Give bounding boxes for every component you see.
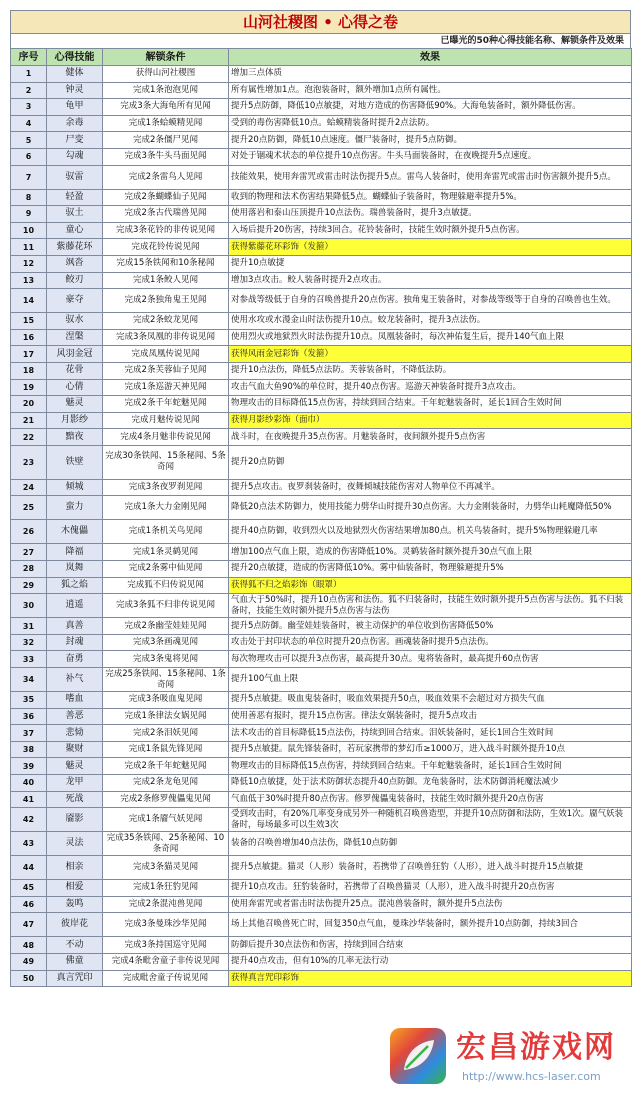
row-effect: 提升20点敏捷，造成的伤害降低10%。雾中仙装备时，物理躲避提升5% xyxy=(229,561,632,578)
row-skill-name: 不动 xyxy=(47,937,103,954)
row-skill-name: 童心 xyxy=(47,222,103,239)
row-number: 42 xyxy=(11,808,47,832)
row-unlock-condition: 完成花铃传说见闻 xyxy=(103,239,229,256)
row-skill-name: 心倩 xyxy=(47,379,103,396)
row-skill-name: 靥影 xyxy=(47,808,103,832)
row-number: 35 xyxy=(11,692,47,709)
row-number: 46 xyxy=(11,896,47,913)
row-effect: 技能效果，使用奔雷咒或雷击时法伤提升5点。雷鸟人装备时，使用奔雷咒或雷击时伤害额外提升5点。 xyxy=(229,165,632,189)
row-effect: 对参战等级低于自身的召唤兽提升20点伤害。独角鬼王装备时，对参战等级等于自身的召唤兽也生效。 xyxy=(229,289,632,313)
row-number: 25 xyxy=(11,496,47,520)
table-row xyxy=(11,222,632,239)
row-unlock-condition: 完成3条狐不归非传说见闻 xyxy=(103,594,229,618)
row-unlock-condition: 完成2条古代瑞兽见闻 xyxy=(103,206,229,223)
row-unlock-condition: 完成2条僵尸见闻 xyxy=(103,132,229,149)
row-number: 22 xyxy=(11,429,47,446)
row-effect: 所有属性增加1点。泡泡装备时，额外增加1点所有属性。 xyxy=(229,82,632,99)
row-number: 26 xyxy=(11,520,47,544)
table-row xyxy=(11,618,632,635)
row-unlock-condition: 完成凤凰传说见闻 xyxy=(103,346,229,363)
row-effect: 提升10点敏捷 xyxy=(229,255,632,272)
row-number: 33 xyxy=(11,651,47,668)
table-row xyxy=(11,775,632,792)
row-unlock-condition: 完成25条铁闻、15条秘闻、1条奇闻 xyxy=(103,668,229,692)
table-row xyxy=(11,953,632,970)
row-effect: 使用水攻或水漫金山时法伤提升10点。蛟龙装备时，提升3点法伤。 xyxy=(229,313,632,330)
row-unlock-condition: 完成3条鬼将见闻 xyxy=(103,651,229,668)
row-number: 30 xyxy=(11,594,47,618)
row-skill-name: 死战 xyxy=(47,791,103,808)
row-effect: 使用烈火或地狱烈火时法伤提升10点。凤凰装备时，每次神佑复生后，提升140气血上限 xyxy=(229,329,632,346)
table-row xyxy=(11,239,632,256)
row-skill-name: 涅槃 xyxy=(47,329,103,346)
row-effect: 防御后提升30点法伤和伤害，持续到回合结束 xyxy=(229,937,632,954)
table-row xyxy=(11,115,632,132)
row-number: 50 xyxy=(11,970,47,987)
row-skill-name: 驭水 xyxy=(47,313,103,330)
table-row xyxy=(11,896,632,913)
row-skill-name: 黯夜 xyxy=(47,429,103,446)
row-effect: 受到攻击时，有20%几率变身成另外一种随机召唤兽造型，并提升10点防御和法防，生效1次。靥气妖装备时，每场最多可以生效3次 xyxy=(229,808,632,832)
row-skill-name: 豪夺 xyxy=(47,289,103,313)
row-number: 39 xyxy=(11,758,47,775)
row-unlock-condition: 完成2条混沌兽见闻 xyxy=(103,896,229,913)
row-effect: 降低10点敏捷，处于法术防御状态提升40点防御。龙龟装备时，法术防御消耗魔法减少 xyxy=(229,775,632,792)
row-unlock-condition: 完成1条蛤蟆精见闻 xyxy=(103,115,229,132)
table-row xyxy=(11,479,632,496)
row-unlock-condition: 完成2条芙蓉仙子见闻 xyxy=(103,362,229,379)
row-effect: 气血大于50%时，提升10点伤害和法伤。狐不归装备时，技能生效时额外提升5点伤害与法伤。狐不归装备时，技能生效时额外提升5点伤害与法伤 xyxy=(229,594,632,618)
table-row xyxy=(11,970,632,987)
row-unlock-condition: 完成35条铁闻、25条秘闻、10条奇闻 xyxy=(103,832,229,856)
row-skill-name: 相亲 xyxy=(47,856,103,880)
row-number: 40 xyxy=(11,775,47,792)
skills-table xyxy=(10,48,632,987)
row-skill-name: 岚舞 xyxy=(47,561,103,578)
row-unlock-condition: 完成30条铁闻、15条秘闻、5条奇闻 xyxy=(103,445,229,479)
row-number: 43 xyxy=(11,832,47,856)
table-row xyxy=(11,520,632,544)
row-skill-name: 轻盈 xyxy=(47,189,103,206)
row-skill-name: 轰鸣 xyxy=(47,896,103,913)
row-effect: 提升5点敏捷。吸血鬼装备时，吸血效果提升50点，吸血效果不会超过对方损失气血 xyxy=(229,692,632,709)
row-number: 18 xyxy=(11,362,47,379)
row-unlock-condition: 完成2条雷鸟人见闻 xyxy=(103,165,229,189)
row-unlock-condition: 完成3条吸血鬼见闻 xyxy=(103,692,229,709)
table-row xyxy=(11,880,632,897)
row-unlock-condition: 完成2条蛟龙见闻 xyxy=(103,313,229,330)
row-effect: 物理攻击的目标降低15点伤害，持续到回合结束。千年蛇魅装备时，延长1回合生效时间 xyxy=(229,758,632,775)
row-unlock-condition: 完成2条蝴蝶仙子见闻 xyxy=(103,189,229,206)
row-number: 13 xyxy=(11,272,47,289)
row-number: 27 xyxy=(11,544,47,561)
row-unlock-condition: 获得山河社稷图 xyxy=(103,66,229,83)
row-unlock-condition: 完成1条巡游天神见闻 xyxy=(103,379,229,396)
table-row xyxy=(11,429,632,446)
row-skill-name: 木傀儡 xyxy=(47,520,103,544)
row-number: 7 xyxy=(11,165,47,189)
row-number: 37 xyxy=(11,725,47,742)
row-effect: 场上其他召唤兽死亡时，回复350点气血，曼珠沙华装备时，额外提升10点防御，持续3回合 xyxy=(229,913,632,937)
row-effect: 提升20点防御，降低10点速度。僵尸装备时，提升5点防御。 xyxy=(229,132,632,149)
row-unlock-condition: 完成3条猫灵见闻 xyxy=(103,856,229,880)
row-effect: 提升100气血上限 xyxy=(229,668,632,692)
table-row xyxy=(11,412,632,429)
table-row xyxy=(11,189,632,206)
row-effect: 获得月影纱彩饰（面巾） xyxy=(229,412,632,429)
row-skill-name: 龟甲 xyxy=(47,99,103,116)
row-number: 11 xyxy=(11,239,47,256)
table-row xyxy=(11,99,632,116)
row-effect: 受到的毒伤害降低10点。蛤蟆精装备时提升2点法防。 xyxy=(229,115,632,132)
row-unlock-condition: 完成3条花铃的非传说见闻 xyxy=(103,222,229,239)
table-row xyxy=(11,594,632,618)
row-skill-name: 补气 xyxy=(47,668,103,692)
table-row xyxy=(11,741,632,758)
row-unlock-condition: 完成1条灵鹤见闻 xyxy=(103,544,229,561)
row-skill-name: 驭雷 xyxy=(47,165,103,189)
header-no: 序号 xyxy=(11,49,47,66)
row-number: 36 xyxy=(11,708,47,725)
row-unlock-condition: 完成1条律法女娲见闻 xyxy=(103,708,229,725)
leaf-logo-icon xyxy=(390,1028,446,1084)
row-effect: 每次物理攻击可以提升3点伤害，最高提升30点。鬼将装备时，最高提升60点伤害 xyxy=(229,651,632,668)
row-unlock-condition: 完成1条鲛人见闻 xyxy=(103,272,229,289)
row-unlock-condition: 完成3条曼珠沙华见闻 xyxy=(103,913,229,937)
table-row xyxy=(11,856,632,880)
table-row xyxy=(11,634,632,651)
row-unlock-condition: 完成1条大力金刚见闻 xyxy=(103,496,229,520)
watermark xyxy=(382,1020,641,1097)
row-unlock-condition: 完成4条月魅非传说见闻 xyxy=(103,429,229,446)
row-effect: 使用善恶有报时，提升15点伤害。律法女娲装备时，提升5点攻击 xyxy=(229,708,632,725)
watermark-url: http://www.hcs-laser.com xyxy=(462,1070,601,1083)
row-number: 9 xyxy=(11,206,47,223)
row-skill-name: 佛童 xyxy=(47,953,103,970)
row-number: 41 xyxy=(11,791,47,808)
row-unlock-condition: 完成3条凤凰的非传说见闻 xyxy=(103,329,229,346)
row-skill-name: 善恶 xyxy=(47,708,103,725)
row-number: 20 xyxy=(11,396,47,413)
table-header-row xyxy=(11,49,632,66)
table-row xyxy=(11,668,632,692)
row-skill-name: 驭土 xyxy=(47,206,103,223)
row-effect: 使用奔雷咒或者雷击时法伤提升25点。混沌兽装备时，额外提升5点法伤 xyxy=(229,896,632,913)
row-number: 8 xyxy=(11,189,47,206)
row-number: 16 xyxy=(11,329,47,346)
row-unlock-condition: 完成1条狂豹见闻 xyxy=(103,880,229,897)
row-effect: 提升5点攻击。夜罗刹装备时，夜舞倾城技能伤害对人物单位不再减半。 xyxy=(229,479,632,496)
header-skill: 心得技能 xyxy=(47,49,103,66)
table-row xyxy=(11,708,632,725)
row-skill-name: 倾城 xyxy=(47,479,103,496)
row-unlock-condition: 完成1条鼠先锋见闻 xyxy=(103,741,229,758)
row-unlock-condition: 完成狐不归传说见闻 xyxy=(103,577,229,594)
row-unlock-condition: 完成1条泡泡见闻 xyxy=(103,82,229,99)
row-number: 10 xyxy=(11,222,47,239)
row-effect: 物理攻击的目标降低15点伤害，持续到回合结束。千年蛇魅装备时，延长1回合生效时间 xyxy=(229,396,632,413)
table-row xyxy=(11,692,632,709)
row-number: 2 xyxy=(11,82,47,99)
table-row xyxy=(11,396,632,413)
row-unlock-condition: 完成3条牛头马面见闻 xyxy=(103,148,229,165)
row-unlock-condition: 完成2条泪妖见闻 xyxy=(103,725,229,742)
table-row xyxy=(11,132,632,149)
row-number: 17 xyxy=(11,346,47,363)
row-number: 19 xyxy=(11,379,47,396)
row-unlock-condition: 完成2条幽莹娃娃见闻 xyxy=(103,618,229,635)
row-effect: 降低20点法术防御力，使用技能力劈华山时提升30点伤害。大力金刚装备时，力劈华山耗魔降低50% xyxy=(229,496,632,520)
row-effect: 增加三点体质 xyxy=(229,66,632,83)
row-effect: 获得风雨金冠彩饰（发箍） xyxy=(229,346,632,363)
row-number: 24 xyxy=(11,479,47,496)
table-row xyxy=(11,362,632,379)
table-row xyxy=(11,791,632,808)
row-skill-name: 真言咒印 xyxy=(47,970,103,987)
row-skill-name: 余毒 xyxy=(47,115,103,132)
row-skill-name: 逍遥 xyxy=(47,594,103,618)
table-row xyxy=(11,148,632,165)
row-number: 34 xyxy=(11,668,47,692)
table-row xyxy=(11,758,632,775)
table-row xyxy=(11,329,632,346)
row-effect: 攻击处于封印状态的单位时提升20点伤害。画魂装备时提升5点法伤。 xyxy=(229,634,632,651)
row-unlock-condition: 完成2条龙龟见闻 xyxy=(103,775,229,792)
table-row xyxy=(11,66,632,83)
table-row xyxy=(11,937,632,954)
row-effect: 获得真言咒印彩饰 xyxy=(229,970,632,987)
row-number: 31 xyxy=(11,618,47,635)
row-effect: 获得紫藤花环彩饰（发箍） xyxy=(229,239,632,256)
row-number: 14 xyxy=(11,289,47,313)
table-row xyxy=(11,832,632,856)
row-skill-name: 勾魂 xyxy=(47,148,103,165)
row-effect: 战斗时，在夜晚提升35点伤害。月魅装备时，夜间额外提升5点伤害 xyxy=(229,429,632,446)
row-number: 21 xyxy=(11,412,47,429)
row-skill-name: 紫藤花环 xyxy=(47,239,103,256)
row-skill-name: 花骨 xyxy=(47,362,103,379)
row-number: 1 xyxy=(11,66,47,83)
table-row xyxy=(11,379,632,396)
row-unlock-condition: 完成月魅传说见闻 xyxy=(103,412,229,429)
table-row xyxy=(11,82,632,99)
table-row xyxy=(11,255,632,272)
row-number: 32 xyxy=(11,634,47,651)
row-number: 49 xyxy=(11,953,47,970)
table-row xyxy=(11,313,632,330)
table-row xyxy=(11,808,632,832)
table-row xyxy=(11,725,632,742)
row-unlock-condition: 完成毗舍童子传说见闻 xyxy=(103,970,229,987)
row-effect: 提升5点敏捷。鼠先锋装备时，若玩家携带的梦幻币≥1000万，进入战斗时额外提升10点 xyxy=(229,741,632,758)
table-row xyxy=(11,206,632,223)
row-effect: 提升5点防御，降低10点敏捷，对地方造成的伤害降低90%。大海龟装备时，额外降低伤害。 xyxy=(229,99,632,116)
table-body xyxy=(11,66,632,987)
row-skill-name: 魅灵 xyxy=(47,758,103,775)
row-number: 5 xyxy=(11,132,47,149)
row-effect: 提升40点防御，收到烈火以及地狱烈火伤害结果增加80点。机关鸟装备时，提升5%物理躲避几率 xyxy=(229,520,632,544)
row-unlock-condition: 完成2条千年蛇魅见闻 xyxy=(103,758,229,775)
row-effect: 气血低于30%时提升80点伤害。修罗傀儡鬼装备时，技能生效时额外提升20点伤害 xyxy=(229,791,632,808)
row-skill-name: 鲛刃 xyxy=(47,272,103,289)
row-number: 48 xyxy=(11,937,47,954)
row-unlock-condition: 完成15条铁闻和10条秘闻 xyxy=(103,255,229,272)
table-row xyxy=(11,165,632,189)
table-row xyxy=(11,561,632,578)
row-effect: 增加100点气血上限，造成的伤害降低10%。灵鹤装备时额外提升30点气血上限 xyxy=(229,544,632,561)
row-unlock-condition: 完成3条大海龟所有见闻 xyxy=(103,99,229,116)
row-number: 6 xyxy=(11,148,47,165)
row-skill-name: 飒沓 xyxy=(47,255,103,272)
row-effect: 对处于锢魂术状态的单位提升10点伤害。牛头马面装备时，在夜晚提升5点速度。 xyxy=(229,148,632,165)
row-skill-name: 奋勇 xyxy=(47,651,103,668)
table-row xyxy=(11,651,632,668)
row-skill-name: 封魂 xyxy=(47,634,103,651)
row-skill-name: 龙甲 xyxy=(47,775,103,792)
row-skill-name: 真善 xyxy=(47,618,103,635)
row-effect: 装备的召唤兽增加40点法伤，降低10点防御 xyxy=(229,832,632,856)
row-skill-name: 降福 xyxy=(47,544,103,561)
row-effect: 攻击气血大鱼90%的单位时，提升40点伤害。巡游天神装备时提升3点攻击。 xyxy=(229,379,632,396)
row-unlock-condition: 完成1条靥气妖见闻 xyxy=(103,808,229,832)
row-number: 45 xyxy=(11,880,47,897)
row-effect: 提升5点防御。幽莹娃娃装备时，被主动保护的单位收到伤害降低50% xyxy=(229,618,632,635)
row-number: 3 xyxy=(11,99,47,116)
row-skill-name: 尸变 xyxy=(47,132,103,149)
watermark-site-name: 宏昌游戏网 xyxy=(456,1030,616,1065)
row-effect: 提升10点攻击。狂豹装备时，若携带了召唤兽猫灵（人形），进入战斗时提升20点伤害 xyxy=(229,880,632,897)
table-row xyxy=(11,496,632,520)
header-condition: 解锁条件 xyxy=(103,49,229,66)
row-effect: 增加3点攻击。鲛人装备时提升2点攻击。 xyxy=(229,272,632,289)
row-skill-name: 彼岸花 xyxy=(47,913,103,937)
row-unlock-condition: 完成2条独角鬼王见闻 xyxy=(103,289,229,313)
row-unlock-condition: 完成3条画魂见闻 xyxy=(103,634,229,651)
table-row xyxy=(11,445,632,479)
row-unlock-condition: 完成2条修罗傀儡鬼见闻 xyxy=(103,791,229,808)
table-row xyxy=(11,544,632,561)
table-row xyxy=(11,913,632,937)
page-subtitle: 已曝光的50种心得技能名称、解锁条件及效果 xyxy=(10,34,631,48)
row-skill-name: 风羽金冠 xyxy=(47,346,103,363)
row-effect: 提升40点攻击，但有10%的几率无法行动 xyxy=(229,953,632,970)
table-row xyxy=(11,272,632,289)
row-effect: 法术攻击的首目标降低15点法伤，持续到回合结束。泪妖装备时，延长1回合生效时间 xyxy=(229,725,632,742)
row-effect: 获得狐不归之焰彩饰（眼罩） xyxy=(229,577,632,594)
row-skill-name: 狐之焰 xyxy=(47,577,103,594)
row-number: 47 xyxy=(11,913,47,937)
row-skill-name: 灵法 xyxy=(47,832,103,856)
row-skill-name: 嗜血 xyxy=(47,692,103,709)
row-number: 15 xyxy=(11,313,47,330)
row-unlock-condition: 完成3条夜罗刹见闻 xyxy=(103,479,229,496)
row-unlock-condition: 完成4条毗舍童子非传说见闻 xyxy=(103,953,229,970)
row-unlock-condition: 完成1条机关鸟见闻 xyxy=(103,520,229,544)
header-effect: 效果 xyxy=(229,49,632,66)
row-effect: 收到的物理和法术伤害结果降低5点。蝴蝶仙子装备时，物理躲避率提升5%。 xyxy=(229,189,632,206)
row-number: 28 xyxy=(11,561,47,578)
row-number: 4 xyxy=(11,115,47,132)
row-skill-name: 蛮力 xyxy=(47,496,103,520)
row-number: 23 xyxy=(11,445,47,479)
row-skill-name: 相爱 xyxy=(47,880,103,897)
row-number: 38 xyxy=(11,741,47,758)
row-effect: 入场后提升20伤害，持续3回合。花铃装备时，技能生效时额外提升5点伤害。 xyxy=(229,222,632,239)
row-number: 12 xyxy=(11,255,47,272)
row-skill-name: 魅灵 xyxy=(47,396,103,413)
table-row xyxy=(11,289,632,313)
table-row xyxy=(11,577,632,594)
row-skill-name: 钟灵 xyxy=(47,82,103,99)
row-skill-name: 月影纱 xyxy=(47,412,103,429)
row-effect: 提升20点防御 xyxy=(229,445,632,479)
row-effect: 提升5点敏捷。猫灵（人形）装备时，若携带了召唤兽狂豹（人形），进入战斗时提升15点敏捷 xyxy=(229,856,632,880)
table-row xyxy=(11,346,632,363)
row-skill-name: 铁壁 xyxy=(47,445,103,479)
page-title: 山河社稷图 • 心得之卷 xyxy=(10,10,631,34)
row-effect: 提升10点法伤，降低5点法防。芙蓉装备时，不降低法防。 xyxy=(229,362,632,379)
row-number: 29 xyxy=(11,577,47,594)
row-skill-name: 悲恸 xyxy=(47,725,103,742)
row-skill-name: 健体 xyxy=(47,66,103,83)
row-number: 44 xyxy=(11,856,47,880)
row-effect: 使用落岩和泰山压顶提升10点法伤。瑞兽装备时，提升3点敏捷。 xyxy=(229,206,632,223)
row-unlock-condition: 完成2条千年蛇魅见闻 xyxy=(103,396,229,413)
row-unlock-condition: 完成3条持国巡守见闻 xyxy=(103,937,229,954)
row-skill-name: 聚财 xyxy=(47,741,103,758)
row-unlock-condition: 完成2条雾中仙见闻 xyxy=(103,561,229,578)
